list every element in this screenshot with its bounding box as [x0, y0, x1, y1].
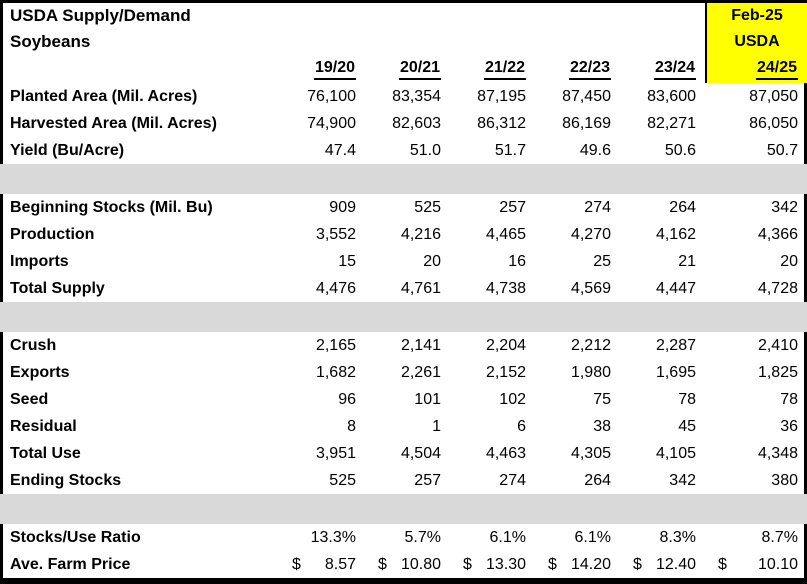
column-header-2021 [365, 55, 450, 83]
value-cell: 257 [414, 471, 441, 489]
value-cell: 1 [432, 417, 441, 435]
value-cell: 4,463 [485, 444, 526, 462]
table-title-line1: USDA Supply/Demand [10, 6, 191, 25]
value-cell: 6 [517, 417, 526, 435]
value-cell: 83,354 [392, 87, 441, 105]
value-cell: 4,738 [485, 279, 526, 297]
value-cell: 87,195 [477, 87, 526, 105]
value-cell: 342 [771, 198, 798, 216]
value-cell: 4,216 [400, 225, 441, 243]
price-value: 10.80 [400, 555, 441, 573]
table-row [0, 83, 807, 110]
highlight-source-label: USDA [734, 33, 780, 50]
value-cell: 86,050 [749, 114, 798, 132]
highlight-header-source-cell [705, 29, 807, 55]
value-cell: 45 [678, 417, 696, 435]
value-cell: 2,410 [757, 336, 798, 354]
currency-symbol: $ [548, 555, 557, 573]
value-cell: 2,212 [570, 336, 611, 354]
value-cell: 3,951 [315, 444, 356, 462]
value-cell [450, 551, 535, 578]
table-row [0, 413, 807, 440]
title-row-1 [0, 3, 807, 29]
column-header-label: 23/24 [654, 58, 696, 80]
value-cell: 4,105 [655, 444, 696, 462]
table-row [0, 332, 807, 359]
separator-row [0, 302, 807, 332]
value-cell: 8.7% [761, 528, 798, 546]
column-header-label: 22/23 [569, 58, 611, 80]
value-cell: 1,695 [655, 363, 696, 381]
value-cell: 342 [669, 471, 696, 489]
value-cell: 86,169 [562, 114, 611, 132]
table-row [0, 137, 807, 164]
column-header-label: 21/22 [484, 58, 526, 80]
row-label: Beginning Stocks (Mil. Bu) [10, 198, 213, 216]
value-cell: 525 [329, 471, 356, 489]
value-cell: 82,603 [392, 114, 441, 132]
value-cell: 8.3% [659, 528, 696, 546]
value-cell: 20 [780, 252, 798, 270]
title-row-2 [0, 29, 807, 55]
value-cell: 47.4 [324, 141, 356, 159]
value-cell: 8 [347, 417, 356, 435]
row-label: Crush [10, 336, 57, 354]
column-header-1920 [279, 55, 365, 83]
value-cell: 6.1% [489, 528, 526, 546]
value-cell: 264 [669, 198, 696, 216]
row-label: Stocks/Use Ratio [10, 528, 141, 546]
currency-symbol: $ [718, 555, 727, 573]
column-header-label: 24/25 [756, 58, 798, 80]
table-row [0, 194, 807, 221]
value-cell: 101 [414, 390, 441, 408]
column-header-2425-highlighted [705, 55, 807, 83]
price-value: 12.40 [655, 555, 696, 573]
table-row [0, 467, 807, 494]
value-cell: 4,728 [757, 279, 798, 297]
value-cell: 49.6 [579, 141, 611, 159]
currency-symbol: $ [633, 555, 642, 573]
value-cell: 257 [499, 198, 526, 216]
value-cell [620, 551, 705, 578]
value-cell: 20 [423, 252, 441, 270]
highlight-header-date-cell [705, 3, 807, 29]
value-cell: 1,980 [570, 363, 611, 381]
value-cell: 4,348 [757, 444, 798, 462]
value-cell: 51.0 [409, 141, 441, 159]
table-row [0, 359, 807, 386]
value-cell: 13.3% [310, 528, 356, 546]
column-header-label: 20/21 [399, 58, 441, 80]
separator-row [0, 164, 807, 194]
value-cell: 2,165 [315, 336, 356, 354]
table-row [0, 221, 807, 248]
value-cell: 38 [593, 417, 611, 435]
value-cell: 4,504 [400, 444, 441, 462]
value-cell: 4,162 [655, 225, 696, 243]
value-cell: 4,447 [655, 279, 696, 297]
table-body [0, 83, 807, 578]
row-label: Total Supply [10, 279, 105, 297]
value-cell: 1,825 [757, 363, 798, 381]
value-cell: 4,569 [570, 279, 611, 297]
value-cell: 5.7% [404, 528, 441, 546]
column-header-2324 [620, 55, 705, 83]
value-cell: 1,682 [315, 363, 356, 381]
row-label: Imports [10, 252, 69, 270]
row-label: Seed [10, 390, 49, 408]
currency-symbol: $ [292, 555, 301, 573]
value-cell: 102 [499, 390, 526, 408]
value-cell: 909 [329, 198, 356, 216]
row-label: Yield (Bu/Acre) [10, 141, 125, 159]
column-header-row [0, 55, 807, 83]
table-row [0, 275, 807, 302]
value-cell: 87,050 [749, 87, 798, 105]
value-cell: 51.7 [494, 141, 526, 159]
row-label: Total Use [10, 444, 81, 462]
value-cell: 4,270 [570, 225, 611, 243]
value-cell: 4,761 [400, 279, 441, 297]
value-cell: 21 [678, 252, 696, 270]
value-cell: 2,287 [655, 336, 696, 354]
table-row [0, 110, 807, 137]
price-value: 14.20 [570, 555, 611, 573]
value-cell: 2,141 [400, 336, 441, 354]
column-header-2223 [535, 55, 620, 83]
value-cell: 6.1% [574, 528, 611, 546]
highlight-date-label: Feb-25 [731, 7, 783, 24]
value-cell: 4,305 [570, 444, 611, 462]
value-cell: 25 [593, 252, 611, 270]
value-cell: 2,204 [485, 336, 526, 354]
column-header-2122 [450, 55, 535, 83]
value-cell: 76,100 [307, 87, 356, 105]
value-cell: 50.6 [664, 141, 696, 159]
value-cell [705, 551, 807, 578]
value-cell: 87,450 [562, 87, 611, 105]
price-value: 10.10 [757, 555, 798, 573]
value-cell: 264 [584, 471, 611, 489]
row-label: Ending Stocks [10, 471, 122, 489]
table-row [0, 386, 807, 413]
value-cell [279, 551, 365, 578]
column-header-label: 19/20 [314, 58, 356, 80]
row-label: Exports [10, 363, 70, 381]
row-label: Production [10, 225, 95, 243]
value-cell [535, 551, 620, 578]
table-row [0, 524, 807, 551]
value-cell: 274 [584, 198, 611, 216]
value-cell: 274 [499, 471, 526, 489]
value-cell [365, 551, 450, 578]
value-cell: 16 [508, 252, 526, 270]
value-cell: 78 [678, 390, 696, 408]
price-value: 13.30 [485, 555, 526, 573]
row-label: Residual [10, 417, 77, 435]
value-cell: 82,271 [647, 114, 696, 132]
value-cell: 4,366 [757, 225, 798, 243]
value-cell: 50.7 [766, 141, 798, 159]
table-row [0, 248, 807, 275]
header-spacer [0, 55, 279, 83]
row-label: Ave. Farm Price [10, 555, 131, 573]
table-row [0, 551, 807, 578]
value-cell: 74,900 [307, 114, 356, 132]
row-label: Harvested Area (Mil. Acres) [10, 114, 217, 132]
value-cell: 3,552 [315, 225, 356, 243]
separator-row [0, 494, 807, 524]
value-cell: 96 [338, 390, 356, 408]
row-label: Planted Area (Mil. Acres) [10, 87, 198, 105]
table-row [0, 440, 807, 467]
value-cell: 78 [780, 390, 798, 408]
value-cell: 83,600 [647, 87, 696, 105]
table-title-line2: Soybeans [10, 32, 91, 51]
value-cell: 86,312 [477, 114, 526, 132]
value-cell: 525 [414, 198, 441, 216]
value-cell: 15 [338, 252, 356, 270]
value-cell: 2,152 [485, 363, 526, 381]
value-cell: 75 [593, 390, 611, 408]
price-value: 8.57 [324, 555, 356, 573]
value-cell: 380 [771, 471, 798, 489]
currency-symbol: $ [378, 555, 387, 573]
value-cell: 36 [780, 417, 798, 435]
value-cell: 2,261 [400, 363, 441, 381]
value-cell: 4,465 [485, 225, 526, 243]
value-cell: 4,476 [315, 279, 356, 297]
currency-symbol: $ [463, 555, 472, 573]
